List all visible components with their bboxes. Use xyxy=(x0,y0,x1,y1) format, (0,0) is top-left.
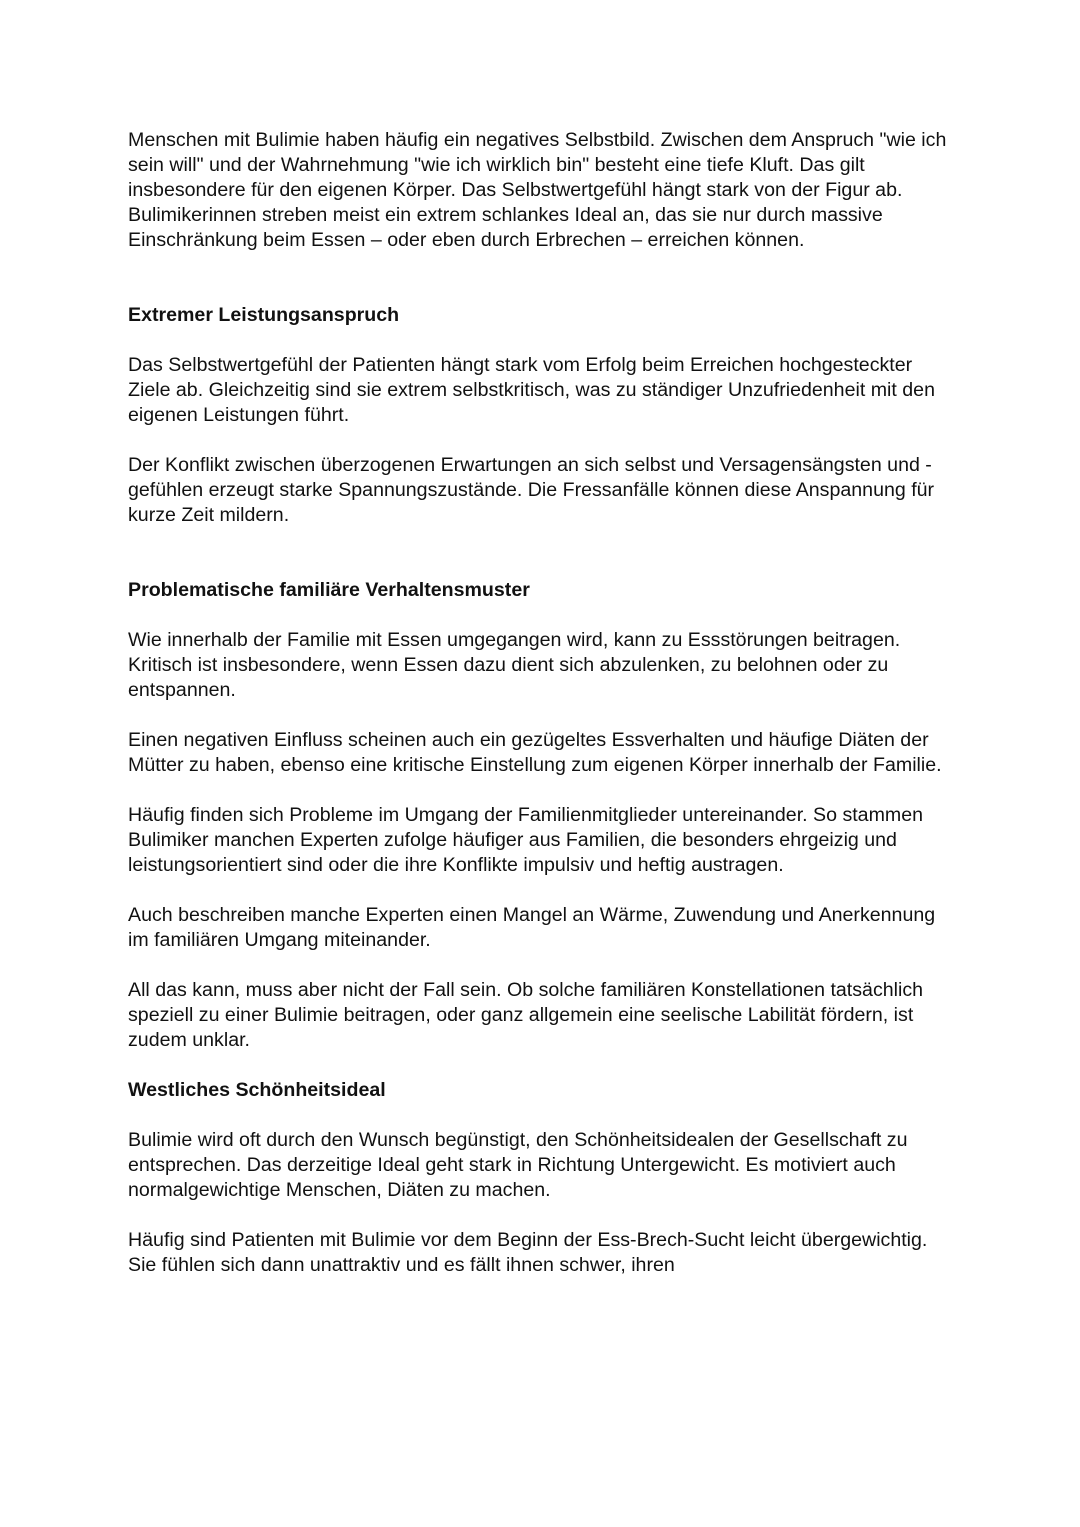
heading-familiaere-muster: Problematische familiäre Verhaltensmuster xyxy=(128,579,530,601)
heading-schoenheitsideal: Westliches Schönheitsideal xyxy=(128,1079,386,1101)
paragraph-mangel-waerme: Auch beschreiben manche Experten einen Mangel an Wärme, Zuwendung und Anerkennung im familiären Umgang miteinander. xyxy=(128,904,936,951)
paragraph-konstellationen: All das kann, muss aber nicht der Fall sein. Ob solche familiären Konstellationen tatsächlich speziell zu einer Bulimie beitragen, oder ganz allgemein eine seelische Labilität fördern, ist zudem unklar. xyxy=(128,979,924,1051)
paragraph-selbstbild: Menschen mit Bulimie haben häufig ein negatives Selbstbild. Zwischen dem Anspruch "wie ich sein will" und der Wahrnehmung "wie ich wirklich bin" besteht eine tiefe Kluft. Das gilt insbesondere für den eigenen Körper. Das Selbstwertgefühl hängt stark von der Figur ab. Bulimikerinnen streben meist ein extrem schlankes Ideal an, das sie nur durch massive Einschränkung beim Essen – oder eben durch Erbrechen – erreichen können. xyxy=(128,129,947,251)
paragraph-probleme-umgang: Häufig finden sich Probleme im Umgang der Familienmitglieder untereinander. So stammen Bulimiker manchen Experten zufolge häufiger aus Familien, die besonders ehrgeizig und leistungsorientiert sind oder die ihre Konflikte impulsiv und heftig austragen. xyxy=(128,804,924,876)
paragraph-selbstwertgefuehl: Das Selbstwertgefühl der Patienten hängt stark vom Erfolg beim Erreichen hochgesteckter Ziele ab. Gleichzeitig sind sie extrem selbstkritisch, was zu ständiger Unzufriedenheit mit den eigenen Leistungen führt. xyxy=(128,354,935,426)
paragraph-schoenheitsideal: Bulimie wird oft durch den Wunsch begünstigt, den Schönheitsidealen der Gesellschaft zu entsprechen. Das derzeitige Ideal geht stark in Richtung Untergewicht. Es motiviert auch normalgewichtige Menschen, Diäten zu machen. xyxy=(128,1129,908,1201)
paragraph-familie-essen: Wie innerhalb der Familie mit Essen umgegangen wird, kann zu Essstörungen beitragen. Kritisch ist insbesondere, wenn Essen dazu dient sich abzulenken, zu belohnen oder zu entspannen. xyxy=(128,629,901,701)
paragraph-konflikt: Der Konflikt zwischen überzogenen Erwartungen an sich selbst und Versagensängsten und -gefühlen erzeugt starke Spannungszustände. Die Fressanfälle können diese Anspannung für kurze Zeit mildern. xyxy=(128,454,935,526)
heading-leistungsanspruch: Extremer Leistungsanspruch xyxy=(128,304,400,326)
paragraph-uebergewicht: Häufig sind Patienten mit Bulimie vor dem Beginn der Ess-Brech-Sucht leicht übergewichtig. Sie fühlen sich dann unattraktiv und es fällt ihnen schwer, ihren xyxy=(128,1229,928,1276)
document-page xyxy=(128,128,948,1278)
paragraph-negativer-einfluss: Einen negativen Einfluss scheinen auch ein gezügeltes Essverhalten und häufige Diäten der Mütter zu haben, ebenso eine kritische Einstellung zum eigenen Körper innerhalb der Familie. xyxy=(128,729,942,776)
